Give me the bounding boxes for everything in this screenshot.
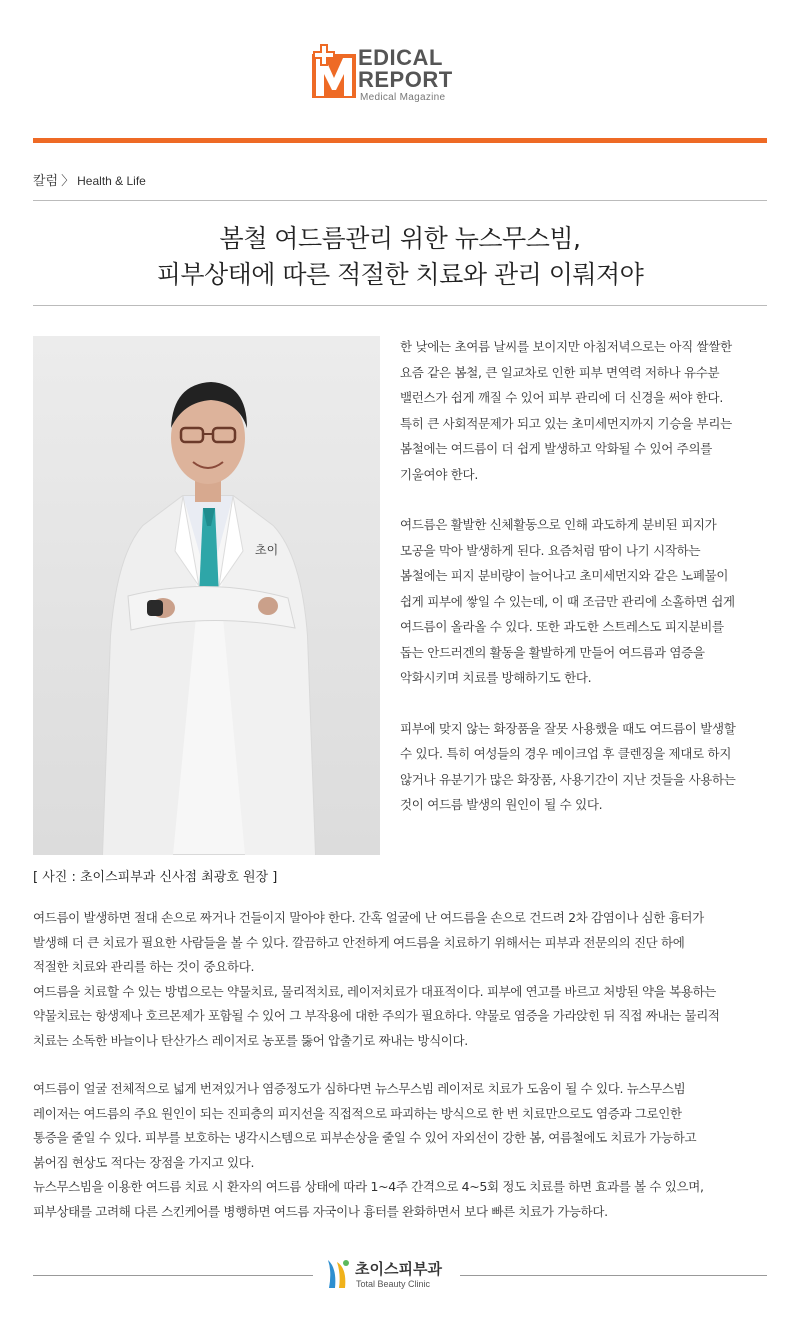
breadcrumb-separator: 〉 bbox=[61, 174, 75, 189]
title-line-2: 피부상태에 따른 적절한 치료와 관리 이뤄져야 bbox=[156, 260, 644, 289]
column-paragraph-2 bbox=[400, 512, 770, 691]
breadcrumb-subsection[interactable]: Health & Life bbox=[77, 174, 146, 188]
logo-text-magazine: Medical Magazine bbox=[360, 92, 446, 103]
body-line: 여드름이 얼굴 전체적으로 넓게 번져있거나 염증정도가 심하다면 뉴스무스빔 레이저로 치료가 도움이 될 수 있다. 뉴스무스빔 bbox=[33, 1081, 686, 1096]
clinic-logo[interactable] bbox=[325, 1258, 455, 1298]
article-body bbox=[33, 906, 773, 1224]
title-line-1: 봄철 여드름관리 위한 뉴스무스빔, bbox=[219, 224, 581, 253]
body-line: 레이저는 여드름의 주요 원인이 되는 진피층의 피지선을 직접적으로 파괴하는 방식으로 한 번 치료만으로도 염증과 그로인한 bbox=[33, 1105, 682, 1121]
divider bbox=[33, 305, 767, 306]
body-line: 통증을 줄일 수 있다. 피부를 보호하는 냉각시스템으로 피부손상을 줄일 수 있어 자외선이 강한 봄, 여름철에도 치료가 가능하고 bbox=[33, 1130, 697, 1145]
doctor-portrait-icon bbox=[33, 336, 380, 855]
column-text bbox=[400, 334, 770, 843]
svg-text:초이: 초이 bbox=[255, 543, 279, 557]
paragraph-gap bbox=[33, 1053, 773, 1077]
column-paragraph-3 bbox=[400, 716, 770, 818]
body-line: 치료는 소독한 바늘이나 탄산가스 레이저로 농포를 뚫어 압출기로 짜내는 방식이다. bbox=[33, 1032, 468, 1048]
text-line: 기울여야 한다. bbox=[400, 466, 478, 482]
clinic-name: 초이스피부과 bbox=[355, 1260, 442, 1278]
column-paragraph-1 bbox=[400, 334, 770, 487]
text-line: 않거나 유분기가 많은 화장품, 사용기간이 지난 것들을 사용하는 bbox=[400, 771, 736, 787]
text-line: 피부에 맞지 않는 화장품을 잘못 사용했을 때도 여드름이 발생할 bbox=[400, 720, 736, 736]
breadcrumb bbox=[33, 170, 146, 189]
text-line: 돕는 안드러겐의 활동을 활발하게 만들어 여드름과 염증을 bbox=[400, 644, 705, 660]
body-line: 적절한 치료와 관리를 하는 것이 중요하다. bbox=[33, 959, 255, 974]
body-line: 발생해 더 큰 치료가 필요한 사람들을 볼 수 있다. 깔끔하고 안전하게 여드름을 치료하기 위해서는 피부과 전문의의 진단 하에 bbox=[33, 934, 685, 950]
body-line: 여드름을 치료할 수 있는 방법으로는 약물치료, 물리적치료, 레이저치료가 대표적이다. 피부에 연고를 바르고 처방된 약을 복용하는 bbox=[33, 983, 717, 999]
article-title bbox=[33, 221, 767, 293]
clinic-tagline: Total Beauty Clinic bbox=[356, 1279, 431, 1289]
medical-logo-icon bbox=[308, 44, 360, 100]
logo-text-medical: EDICAL bbox=[358, 45, 443, 70]
text-line: 한 낮에는 초여름 날씨를 보이지만 아침저녁으로는 아직 쌀쌀한 bbox=[400, 339, 732, 354]
body-line: 뉴스무스빔을 이용한 여드름 치료 시 환자의 여드름 상태에 따라 1~4주 간격으로 4~5회 정도 치료를 하면 효과를 볼 수 있으며, bbox=[33, 1179, 704, 1194]
body-line: 여드름이 발생하면 절대 손으로 짜거나 건들이지 말아야 한다. 간혹 얼굴에 난 여드름을 손으로 건드려 2차 감염이나 심한 흉터가 bbox=[33, 910, 704, 925]
text-line: 봄철에는 피지 분비량이 늘어나고 초미세먼지와 같은 노폐물이 bbox=[400, 568, 729, 583]
text-line: 밸런스가 쉽게 깨질 수 있어 피부 관리에 더 신경을 써야 한다. bbox=[400, 390, 724, 405]
text-line: 여드름이 올라올 수 있다. 또한 과도한 스트레스도 피지분비를 bbox=[400, 619, 724, 634]
clinic-logo-icon bbox=[325, 1258, 351, 1290]
divider bbox=[33, 200, 767, 201]
text-line: 여드름은 활발한 신체활동으로 인해 과도하게 분비된 피지가 bbox=[400, 517, 717, 532]
photo-caption: [ 사진 : 초이스피부과 신사점 최광호 원장 ] bbox=[33, 870, 278, 885]
header-accent-bar bbox=[33, 138, 767, 143]
text-line: 쉽게 피부에 쌓일 수 있는데, 이 때 조금만 관리에 소홀하면 쉽게 bbox=[400, 593, 735, 609]
text-line: 악화시키며 치료를 방해하기도 한다. bbox=[400, 670, 592, 685]
body-line: 피부상태를 고려해 다른 스킨케어를 병행하면 여드름 자국이나 흉터를 완화하면서 보다 빠른 치료가 가능하다. bbox=[33, 1203, 608, 1219]
breadcrumb-section[interactable]: 칼럼 bbox=[33, 174, 59, 189]
text-line: 특히 큰 사회적문제가 되고 있는 초미세먼지까지 기승을 부리는 bbox=[400, 415, 732, 431]
text-line: 요즘 같은 봄철, 큰 일교차로 인한 피부 면역력 저하나 유수분 bbox=[400, 364, 720, 380]
footer-divider-right bbox=[460, 1275, 767, 1276]
medical-report-logo[interactable] bbox=[308, 44, 468, 104]
body-line: 붉어짐 현상도 적다는 장점을 가지고 있다. bbox=[33, 1154, 255, 1170]
text-line: 수 있다. 특히 여성들의 경우 메이크업 후 클렌징을 제대로 하지 bbox=[400, 746, 732, 761]
body-line: 약물치료는 항생제나 호르몬제가 포함될 수 있어 그 부작용에 대한 주의가 필요하다. 약물로 염증을 가라앉힌 뒤 직접 짜내는 물리적 bbox=[33, 1008, 720, 1023]
footer-divider-left bbox=[33, 1275, 313, 1276]
text-line: 모공을 막아 발생하게 된다. 요즘처럼 땀이 나기 시작하는 bbox=[400, 542, 701, 558]
doctor-photo bbox=[33, 336, 380, 855]
text-line: 것이 여드름 발생의 원인이 될 수 있다. bbox=[400, 797, 603, 812]
text-line: 봄철에는 여드름이 더 쉽게 발생하고 악화될 수 있어 주의를 bbox=[400, 441, 712, 456]
logo-text-report: REPORT bbox=[358, 67, 453, 92]
